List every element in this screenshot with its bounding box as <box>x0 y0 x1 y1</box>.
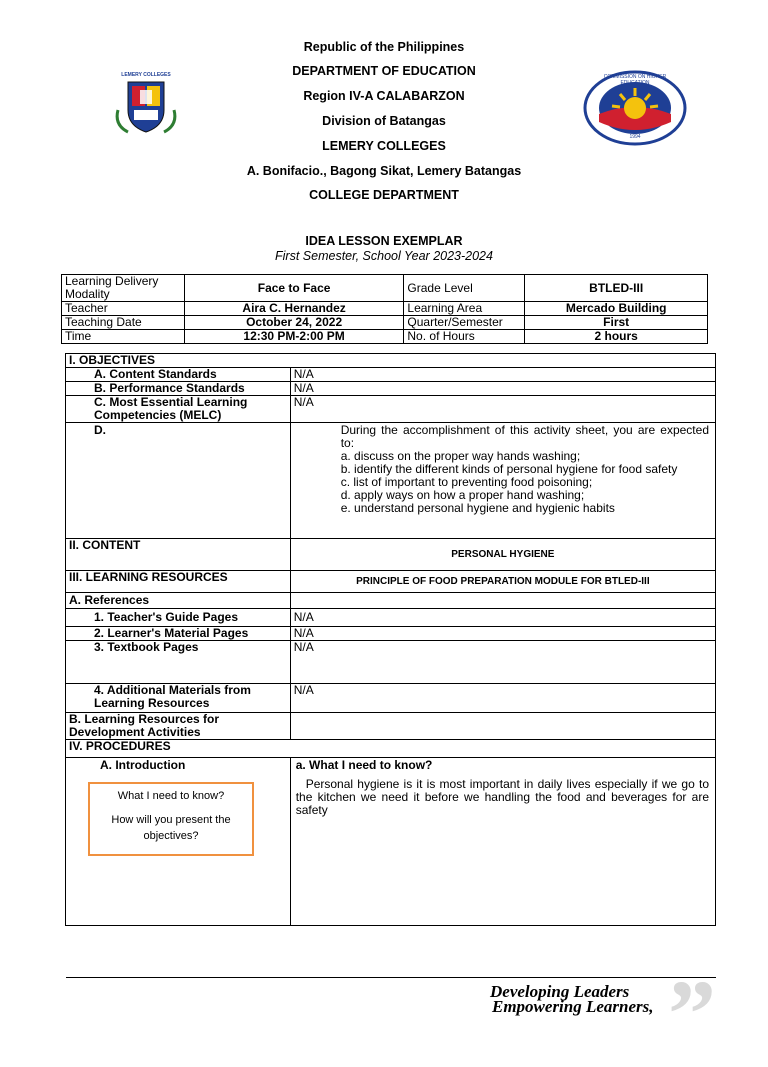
learning-resources-heading: III. LEARNING RESOURCES <box>66 571 291 593</box>
right-seal-lettering: COMMISSION ON HIGHER EDUCATION <box>603 74 667 86</box>
grade-label: Grade Level <box>404 275 525 302</box>
introduction-text: Personal hygiene is it is most important in daily lives especially if we go to the kitchen we need it before we handling the food and beverages for are safety <box>295 777 709 817</box>
ched-seal <box>580 70 690 146</box>
hours-value: 2 hours <box>525 330 708 344</box>
procedures-heading: IV. PROCEDURES <box>66 740 716 758</box>
quarter-value: First <box>525 316 708 330</box>
textbook-pages-label: 3. Textbook Pages <box>66 641 291 684</box>
callout-line-1: What I need to know? <box>117 790 225 802</box>
motto-line-2: Empowering Learners, <box>492 997 654 1016</box>
teacher-value: Aira C. Hernandez <box>184 302 404 316</box>
document-subtitle: First Semester, School Year 2023-2024 <box>275 249 493 263</box>
objective-d-content <box>290 423 715 539</box>
content-standards-value: N/A <box>290 368 715 382</box>
objectives-heading: I. OBJECTIVES <box>66 354 716 368</box>
textbook-pages-value: N/A <box>290 641 715 684</box>
date-label: Teaching Date <box>62 316 185 330</box>
performance-standards-value: N/A <box>290 382 715 396</box>
development-resources-label: B. Learning Resources for Development Activities <box>66 713 291 740</box>
modality-value: Face to Face <box>184 275 404 302</box>
objective-item: a. discuss on the proper way hands washing; <box>340 449 581 463</box>
document-title: IDEA LESSON EXEMPLAR <box>305 234 463 248</box>
additional-materials-label: 4. Additional Materials from Learning Resources <box>66 684 291 713</box>
right-seal-year: 1994 <box>629 134 641 140</box>
melc-label: C. Most Essential Learning Competencies (MELC) <box>66 396 291 423</box>
header-line-2: DEPARTMENT OF EDUCATION <box>292 64 476 78</box>
content-heading: II. CONTENT <box>66 539 291 571</box>
objective-item: e. understand personal hygiene and hygienic habits <box>340 501 615 515</box>
what-i-need-to-know-heading: a. What I need to know? <box>295 758 433 772</box>
objective-d-label: D. <box>66 423 291 539</box>
quote-mark-icon: ” <box>668 960 716 1067</box>
header-line-7: COLLEGE DEPARTMENT <box>309 188 459 202</box>
area-value: Mercado Building <box>525 302 708 316</box>
objective-item: b. identify the different kinds of personal hygiene for food safety <box>340 462 678 476</box>
objective-d-intro: During the accomplishment of this activity sheet, you are expected to: <box>340 423 709 450</box>
footer-rule <box>66 977 716 978</box>
intro-callout-box <box>88 782 254 856</box>
modality-label: Learning Delivery Modality <box>62 275 185 302</box>
info-table <box>61 274 708 344</box>
objective-item: c. list of important to preventing food poisoning; <box>340 475 593 489</box>
header-line-4: Division of Batangas <box>322 114 446 128</box>
melc-value: N/A <box>290 396 715 423</box>
quarter-label: Quarter/Semester <box>404 316 525 330</box>
header-line-6: A. Bonifacio., Bagong Sikat, Lemery Batangas <box>246 164 522 178</box>
left-logo-lettering: LEMERY COLLEGES <box>121 72 171 78</box>
learners-material-value: N/A <box>290 627 715 641</box>
teachers-guide-value: N/A <box>290 609 715 627</box>
development-resources-blank <box>290 713 715 740</box>
header-line-5: LEMERY COLLEGES <box>322 139 446 153</box>
introduction-content <box>290 758 715 926</box>
introduction-label: A. Introduction <box>66 758 291 926</box>
teachers-guide-label: 1. Teacher's Guide Pages <box>66 609 291 627</box>
objective-item: d. apply ways on how a proper hand washing; <box>340 488 585 502</box>
header-line-3: Region IV-A CALABARZON <box>303 89 465 103</box>
lemery-colleges-logo <box>110 70 182 138</box>
grade-value: BTLED-III <box>525 275 708 302</box>
time-label: Time <box>62 330 185 344</box>
area-label: Learning Area <box>404 302 525 316</box>
learning-resources-value: PRINCIPLE OF FOOD PREPARATION MODULE FOR BTLED-III <box>290 571 715 593</box>
callout-line-2: How will you present the objectives? <box>111 814 231 842</box>
references-blank <box>290 593 715 609</box>
additional-materials-value: N/A <box>290 684 715 713</box>
content-standards-label: A. Content Standards <box>66 368 291 382</box>
time-value: 12:30 PM-2:00 PM <box>184 330 404 344</box>
date-value: October 24, 2022 <box>184 316 404 330</box>
hours-label: No. of Hours <box>404 330 525 344</box>
header-line-1: Republic of the Philippines <box>303 40 465 54</box>
performance-standards-label: B. Performance Standards <box>66 382 291 396</box>
motto-line-1: Developing Leaders <box>490 982 630 1001</box>
content-value: PERSONAL HYGIENE <box>290 539 715 571</box>
learners-material-label: 2. Learner's Material Pages <box>66 627 291 641</box>
teacher-label: Teacher <box>62 302 185 316</box>
references-heading: A. References <box>66 593 291 609</box>
